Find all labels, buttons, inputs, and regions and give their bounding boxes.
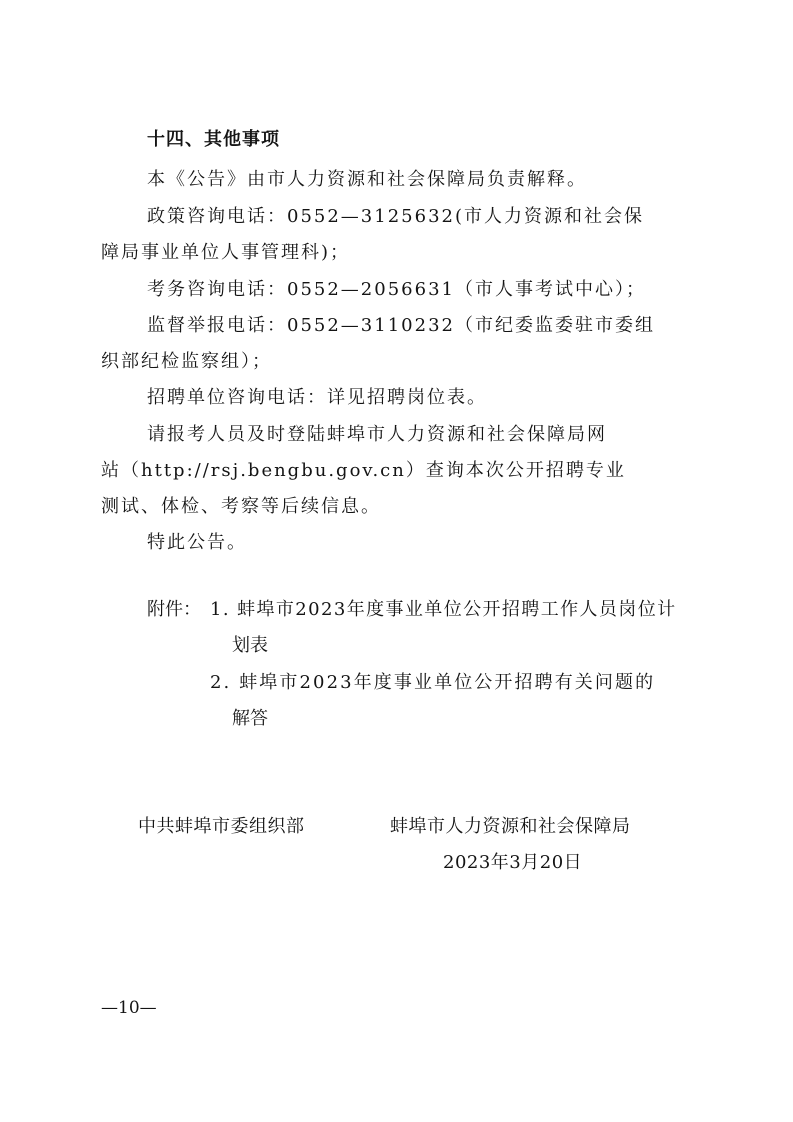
attachment-item-2: 2. 蚌埠市2023年度事业单位公开招聘有关问题的	[210, 672, 656, 693]
exam-phone-line: 考务咨询电话：0552—2056631（市人事考试中心）；	[147, 279, 646, 300]
attachment-item-2-cont: 解答	[232, 708, 268, 729]
website-notice-line: 请报考人员及时登陆蚌埠市人力资源和社会保障局网	[147, 424, 607, 445]
closing-line: 特此公告。	[147, 532, 247, 553]
supervision-phone-line: 监督举报电话：0552—3110232（市纪委监委驻市委组	[147, 315, 655, 336]
website-notice-line-cont: 测试、体检、考察等后续信息。	[101, 496, 381, 517]
attachments-label: 附件：	[147, 599, 201, 620]
page-number: —10—	[101, 998, 157, 1018]
signature-org-2: 蚌埠市人力资源和社会保障局	[390, 816, 631, 837]
signature-org-1: 中共蚌埠市委组织部	[138, 816, 305, 837]
body-line: 本《公告》由市人力资源和社会保障局负责解释。	[147, 169, 587, 190]
signature-date: 2023年3月20日	[443, 852, 583, 873]
website-link-line: 站（http://rsj.bengbu.gov.cn）查询本次公开招聘专业	[101, 460, 626, 481]
policy-phone-line-cont: 障局事业单位人事管理科)；	[101, 242, 351, 263]
attachment-item-1-cont: 划表	[232, 635, 268, 656]
section-heading: 十四、其他事项	[147, 129, 280, 150]
policy-phone-line: 政策咨询电话：0552—3125632(市人力资源和社会保	[147, 206, 644, 227]
employer-phone-line: 招聘单位咨询电话：详见招聘岗位表。	[147, 387, 487, 408]
supervision-phone-line-cont: 织部纪检监察组）；	[101, 351, 272, 372]
attachment-item-1: 1. 蚌埠市2023年度事业单位公开招聘工作人员岗位计	[210, 599, 677, 620]
